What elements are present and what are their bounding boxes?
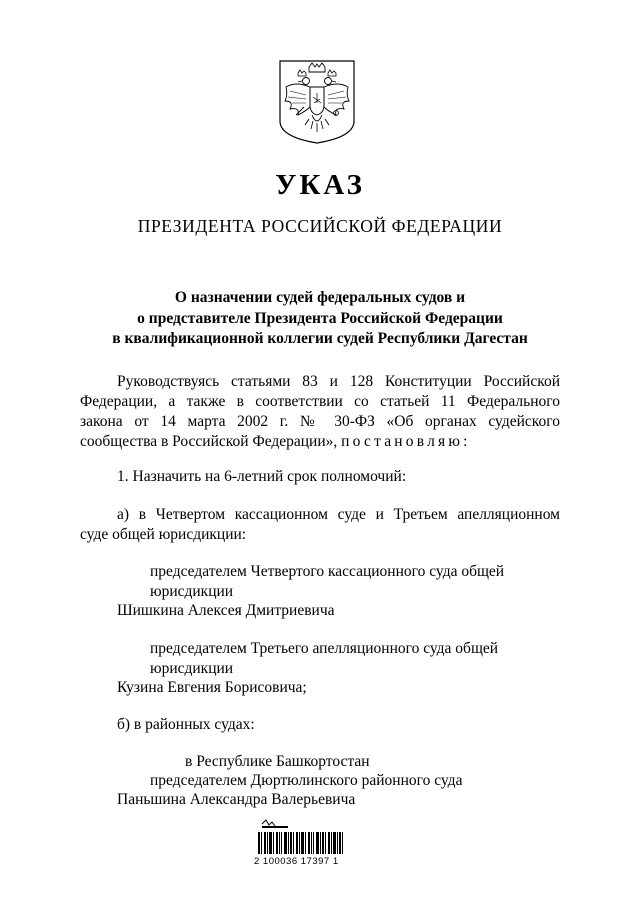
subitem-a-line1: а) в Четвертом кассационном суде и Третьем апелляционном [117, 506, 560, 523]
barcode-number: 2 100036 17397 1 [254, 856, 339, 867]
preamble-line: закона от 14 марта 2002 г. № 30-ФЗ «Об органах судейского [80, 413, 560, 430]
appointment-1-position: председателем Четвертого кассационного суда общей [150, 563, 505, 580]
preamble-line-start: сообщества в Российской Федерации», [80, 433, 338, 450]
preamble-line-last [80, 432, 560, 452]
decree-verb: постановляю: [341, 433, 471, 450]
appointment-2-person: Кузина Евгения Борисовича; [117, 679, 307, 696]
subitem-b: б) в районных судах: [117, 716, 255, 733]
preamble-paragraph [117, 372, 560, 392]
preamble-line: Руководствуясь статьями 83 и 128 Конституции Российской [117, 373, 560, 390]
appointment-2-position: председателем Третьего апелляционного суда общей [150, 640, 499, 657]
heading-line: в квалификационной коллегии судей Республики Дагестан [112, 330, 528, 347]
decree-heading [80, 288, 560, 350]
preamble-line: Федерации, а также в соответствии со статьей 11 Федерального [80, 393, 560, 410]
heading-line: О назначении судей федеральных судов и [174, 289, 466, 306]
barcode-icon [258, 818, 348, 888]
coat-of-arms-icon [276, 57, 358, 145]
region-1: в Республике Башкортостан [185, 753, 370, 770]
heading-line: о представителе Президента Российской Федерации [137, 309, 503, 327]
appointment-2-position-cont: юрисдикции [150, 660, 234, 677]
document-issuer: ПРЕЗИДЕНТА РОССИЙСКОЙ ФЕДЕРАЦИИ [137, 216, 503, 236]
subitem-a-line2: суде общей юрисдикции: [80, 526, 247, 543]
appointment-1-person: Шишкина Алексея Дмитриевича [117, 602, 335, 619]
appointment-3-position: председателем Дюртюлинского районного суда [150, 772, 463, 789]
preamble-continuation [80, 392, 560, 452]
document-type-title: УКАЗ [275, 169, 365, 201]
appointment-1-position-cont: юрисдикции [150, 583, 234, 600]
appointment-3-person: Паньшина Александра Валерьевича [117, 791, 356, 808]
item-1: 1. Назначить на 6-летний срок полномочий: [117, 468, 407, 485]
